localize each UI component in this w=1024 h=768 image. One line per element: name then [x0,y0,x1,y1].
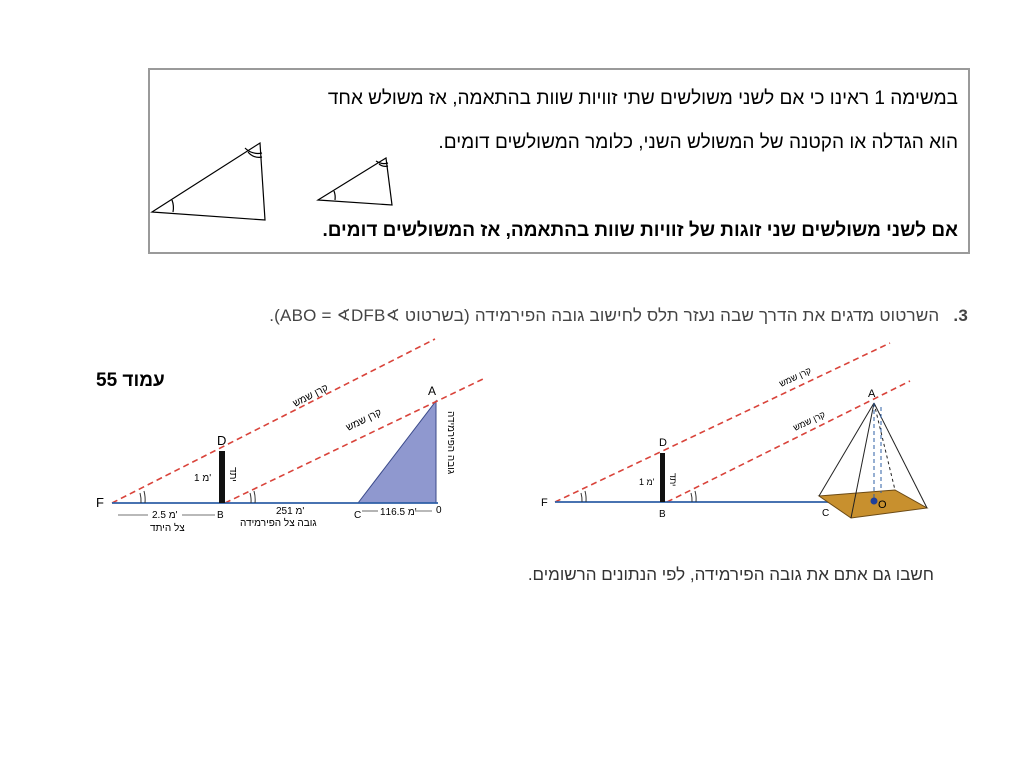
point-d-label: D [217,433,227,448]
task-text: השרטוט מדגים את הדרך שבה נעזר תלס לחישוב גובה הפירמידה (בשרטוט ∢ABO = ∢DFB). [269,306,940,325]
dist-co-label: 116.5 מ' [380,507,417,518]
pyramid-center-point [871,498,878,505]
sun-ray-2-label: קרן שמש [344,407,384,434]
angle-f-mark [581,493,582,502]
angle-b-mark-2 [254,491,255,503]
point-a-label: A [868,388,876,400]
sun-ray-1-label: קרן שמש [777,365,813,389]
task-statement [269,306,968,326]
pyramid-edge-1 [819,403,874,496]
page-reference: עמוד 55 [96,370,165,391]
point-d-label: D [659,437,667,449]
large-angle-arc-top-2 [245,148,262,153]
left-diagram [90,335,490,545]
right-diagram [535,335,945,545]
pyramid-height-label: גובה הפירמידה [445,411,456,475]
point-f-label: F [541,497,548,509]
angle-b-mark-2 [695,491,696,502]
calculation-prompt: חשבו גם אתם את גובה הפירמידה, לפי הנתונים הרשומים. [527,565,934,584]
sun-ray-1-label: קרן שמש [291,382,331,410]
large-angle-arc-left [172,200,173,212]
point-b-label: B [659,509,666,520]
task-number: 3. [953,306,968,325]
stick-label: יתד [668,473,678,487]
point-b-label: B [217,510,224,521]
pyramid-shadow-label: גובה צל הפירמידה [240,518,317,529]
angle-b-mark [250,493,251,503]
sun-ray-1 [555,343,890,502]
point-f-label: F [96,495,104,510]
sun-ray-2 [225,379,483,503]
info-box [148,68,970,254]
angle-f-mark-2 [585,491,586,502]
dist-fb-label: 2.5 מ' [152,510,178,521]
dist-bc-label: 251 מ' [276,506,305,517]
angle-b-mark [691,493,692,502]
point-o-label: 0 [436,505,442,516]
stick-height-label: 1 מ' [639,477,655,487]
large-triangle [152,143,265,220]
stick-bar [660,453,665,502]
point-a-label: A [428,384,437,398]
stick-bar [219,451,225,503]
stick-shadow-label: צל היתד [150,523,185,534]
angle-f-mark-2 [144,491,145,503]
sun-ray-2-label: קרן שמש [791,409,827,433]
info-line-1: במשימה 1 ראינו כי אם לשני משולשים שתי זוויות שוות בהתאמה, אז משולש אחד [327,88,958,109]
point-c-label: C [822,508,830,519]
similarity-rule: אם לשני משולשים שני זוגות של זוויות שוות בהתאמה, אז המשולשים דומים. [322,220,958,241]
point-c-label: C [354,510,362,521]
info-line-2: הוא הגדלה או הקטנה של המשולש השני, כלומר המשולשים דומים. [438,132,958,153]
stick-label: יתד [227,467,238,482]
point-o-label: O [878,499,887,511]
pyramid-edge-4 [874,403,895,490]
stick-height-label: 1 מ' [194,473,212,484]
angle-f-mark [140,493,141,503]
small-angle-arc-left [334,191,335,200]
